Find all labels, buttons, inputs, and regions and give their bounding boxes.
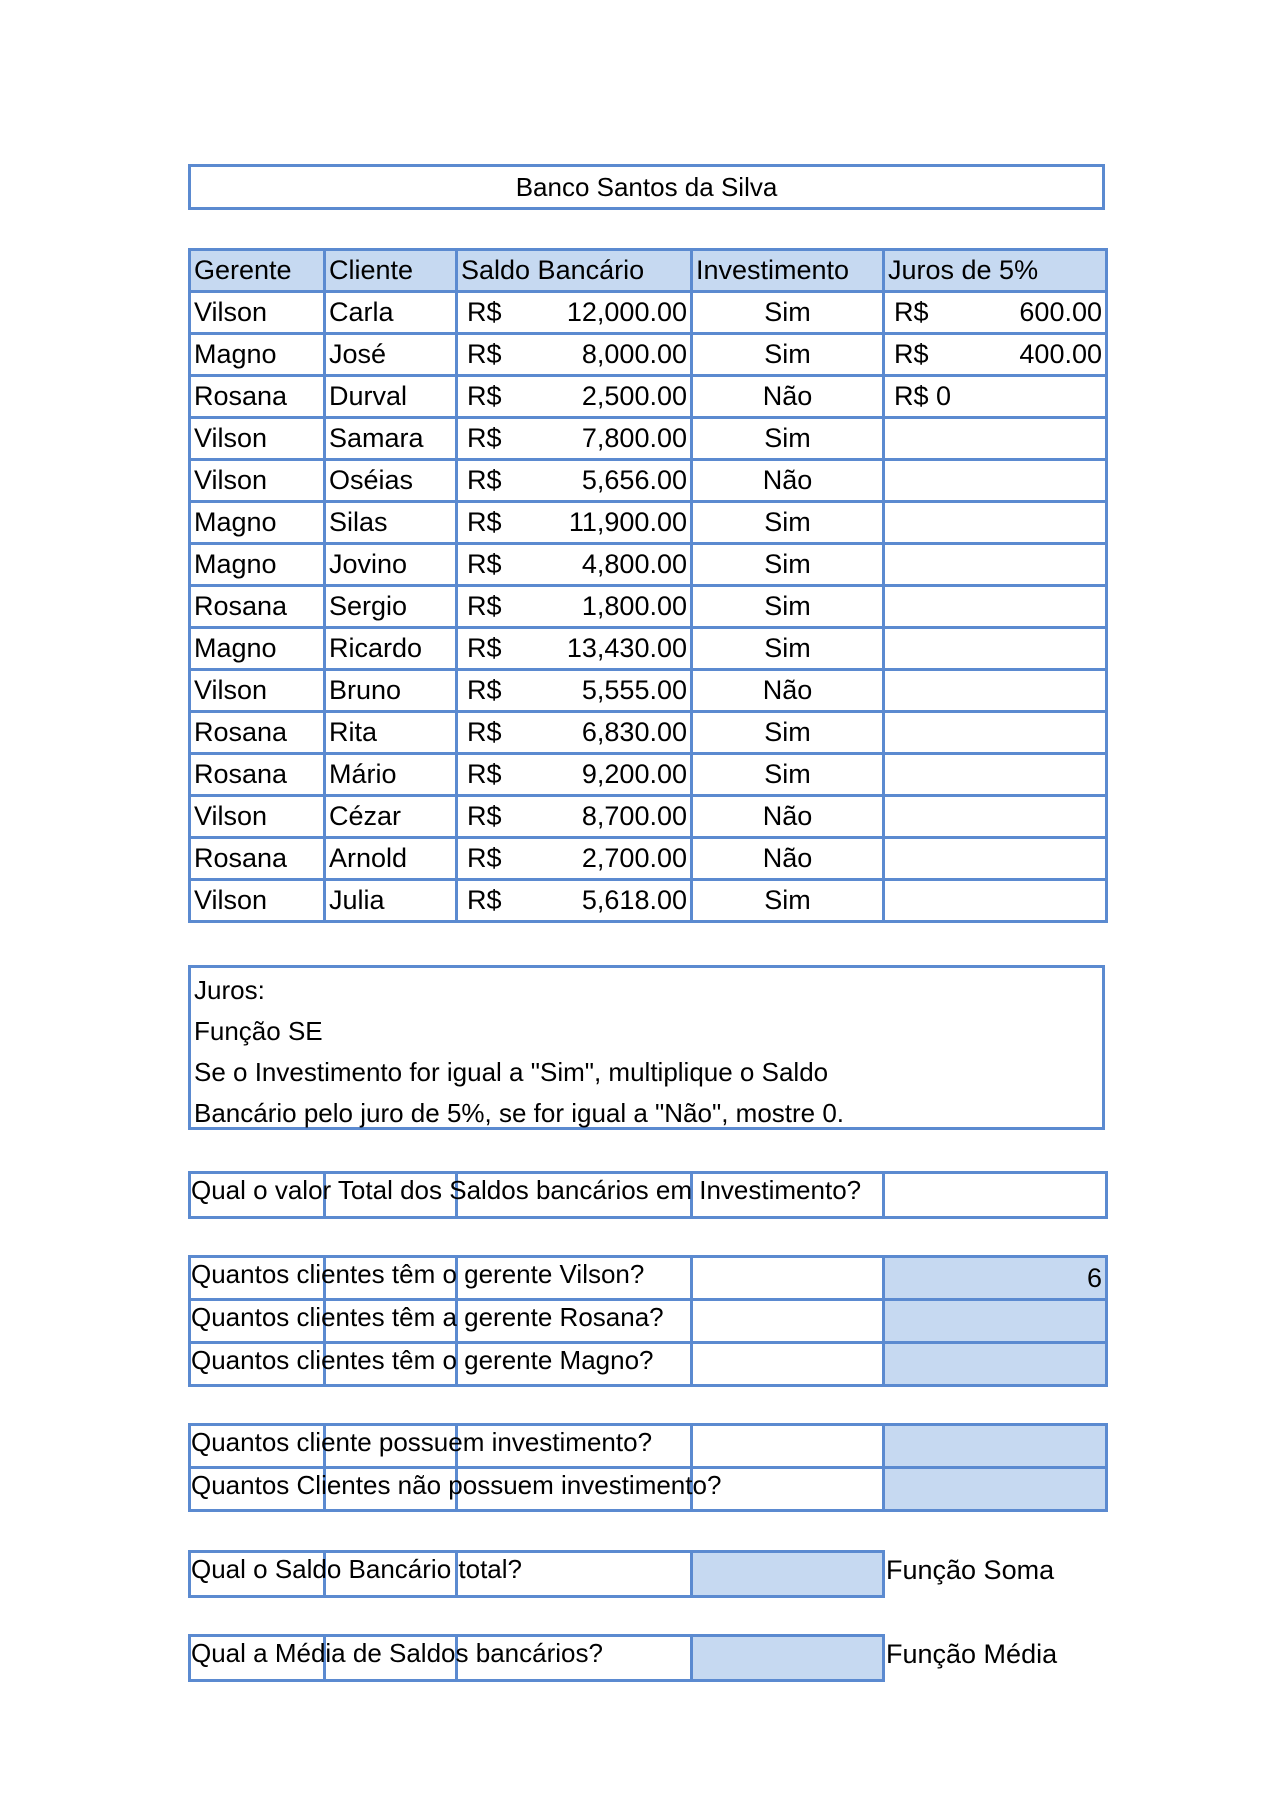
cell-investimento[interactable]: Não <box>692 670 884 712</box>
saldo-value: 5,656.00 <box>581 465 687 495</box>
cell-cliente[interactable]: Bruno <box>325 670 457 712</box>
cell-cliente[interactable]: Samara <box>325 418 457 460</box>
cell-juros[interactable] <box>884 334 1107 376</box>
header-investimento: Investimento <box>692 250 884 292</box>
juros-label: R$ <box>894 297 929 327</box>
gerente-questions <box>188 1255 1105 1384</box>
saldo-value: 6,830.00 <box>581 717 687 747</box>
saldo-value: 13,430.00 <box>566 633 687 663</box>
table-row <box>190 670 1107 712</box>
saldo-value: 2,700.00 <box>581 843 687 873</box>
saldo-currency: R$ <box>467 843 502 873</box>
saldo-currency: R$ <box>467 717 502 747</box>
cell-cliente[interactable]: Durval <box>325 376 457 418</box>
cell-saldo[interactable] <box>457 460 692 502</box>
cell-investimento[interactable]: Sim <box>692 334 884 376</box>
answer-saldo-total[interactable] <box>692 1552 884 1597</box>
saldo-value: 5,555.00 <box>581 675 687 705</box>
cell-investimento[interactable]: Sim <box>692 628 884 670</box>
cell-gerente[interactable]: Magno <box>190 544 325 586</box>
saldo-currency: R$ <box>467 549 502 579</box>
saldo-currency: R$ <box>467 297 502 327</box>
saldo-value: 8,700.00 <box>581 801 687 831</box>
question-total-invest-text: Qual o valor Total dos Saldos bancários em Investimento? <box>191 1175 862 1205</box>
cell-investimento[interactable]: Não <box>692 838 884 880</box>
cell-juros[interactable] <box>884 880 1107 922</box>
cell-saldo[interactable] <box>457 502 692 544</box>
cell-juros[interactable] <box>884 628 1107 670</box>
juros-note <box>188 965 1105 1130</box>
answer-magno[interactable] <box>884 1343 1107 1386</box>
saldo-value: 12,000.00 <box>566 297 687 327</box>
cell-gerente[interactable]: Rosana <box>190 838 325 880</box>
invest-questions <box>188 1423 1105 1509</box>
cell-saldo[interactable] <box>457 628 692 670</box>
answer-vilson[interactable]: 6 <box>884 1257 1107 1300</box>
juros-label: R$ <box>894 339 929 369</box>
table-row <box>190 292 1107 334</box>
cell-gerente[interactable]: Rosana <box>190 586 325 628</box>
cell-cliente[interactable]: Sergio <box>325 586 457 628</box>
cell-cliente[interactable]: Julia <box>325 880 457 922</box>
table-row <box>190 502 1107 544</box>
saldo-value: 9,200.00 <box>581 759 687 789</box>
cell-saldo[interactable] <box>457 544 692 586</box>
saldo-currency: R$ <box>467 801 502 831</box>
cell-gerente[interactable]: Magno <box>190 502 325 544</box>
cell-juros[interactable] <box>884 376 1107 418</box>
question-com-invest: Quantos cliente possuem investimento? <box>191 1427 653 1457</box>
cell-gerente[interactable]: Vilson <box>190 670 325 712</box>
cell-juros[interactable] <box>884 418 1107 460</box>
cell-juros[interactable] <box>884 586 1107 628</box>
saldo-value: 1,800.00 <box>581 591 687 621</box>
juros-value: 400.00 <box>1019 339 1102 369</box>
cell-juros[interactable] <box>884 754 1107 796</box>
saldo-value: 2,500.00 <box>581 381 687 411</box>
saldo-currency: R$ <box>467 675 502 705</box>
cell-gerente[interactable]: Rosana <box>190 754 325 796</box>
cell-juros[interactable] <box>884 838 1107 880</box>
cell-juros[interactable] <box>884 292 1107 334</box>
question-media-row <box>188 1634 882 1679</box>
cell-saldo[interactable] <box>457 292 692 334</box>
saldo-currency: R$ <box>467 633 502 663</box>
cell-saldo[interactable] <box>457 712 692 754</box>
saldo-currency: R$ <box>467 591 502 621</box>
cell-investimento[interactable]: Sim <box>692 880 884 922</box>
saldo-currency: R$ <box>467 381 502 411</box>
cell-saldo[interactable] <box>457 586 692 628</box>
cell-saldo[interactable] <box>457 334 692 376</box>
table-row <box>190 796 1107 838</box>
note-line-3: Se o Investimento for igual a "Sim", multiplique o Saldo <box>194 1057 829 1087</box>
table-row <box>190 628 1107 670</box>
cell-juros[interactable] <box>884 796 1107 838</box>
table-row <box>190 418 1107 460</box>
cell-gerente[interactable]: Rosana <box>190 712 325 754</box>
cell-investimento[interactable]: Não <box>692 376 884 418</box>
table-row <box>190 460 1107 502</box>
answer-sem-invest[interactable] <box>884 1468 1107 1511</box>
cell-gerente[interactable]: Magno <box>190 334 325 376</box>
answer-media[interactable] <box>692 1636 884 1681</box>
question-rosana: Quantos clientes têm a gerente Rosana? <box>191 1302 664 1332</box>
question-media: Qual a Média de Saldos bancários? <box>191 1638 603 1668</box>
cell-saldo[interactable] <box>457 418 692 460</box>
cell-investimento[interactable]: Não <box>692 460 884 502</box>
cell-cliente[interactable]: José <box>325 334 457 376</box>
header-cliente: Cliente <box>325 250 457 292</box>
cell-cliente[interactable]: Arnold <box>325 838 457 880</box>
saldo-currency: R$ <box>467 885 502 915</box>
table-header-row <box>190 250 1107 292</box>
cell-juros[interactable] <box>884 502 1107 544</box>
header-juros: Juros de 5% <box>884 250 1107 292</box>
cell-cliente[interactable]: Carla <box>325 292 457 334</box>
question-total-invest <box>188 1171 1105 1216</box>
cell-gerente[interactable]: Vilson <box>190 796 325 838</box>
juros-label: R$ 0 <box>894 381 952 411</box>
table-row <box>190 754 1107 796</box>
note-line-1: Juros: <box>194 975 265 1005</box>
cell-investimento[interactable]: Sim <box>692 502 884 544</box>
saldo-currency: R$ <box>467 759 502 789</box>
cell-investimento[interactable]: Sim <box>692 544 884 586</box>
table-row <box>190 880 1107 922</box>
header-gerente: Gerente <box>190 250 325 292</box>
cell-juros[interactable] <box>884 712 1107 754</box>
cell-gerente[interactable]: Vilson <box>190 418 325 460</box>
question-vilson: Quantos clientes têm o gerente Vilson? <box>191 1259 645 1289</box>
cell-cliente[interactable]: Ricardo <box>325 628 457 670</box>
cell-cliente[interactable]: Cézar <box>325 796 457 838</box>
cell-gerente[interactable]: Rosana <box>190 376 325 418</box>
cell-gerente[interactable]: Vilson <box>190 460 325 502</box>
sheet-title: Banco Santos da Silva <box>188 164 1105 210</box>
saldo-currency: R$ <box>467 507 502 537</box>
juros-value: 600.00 <box>1019 297 1102 327</box>
hint-funcao-media: Função Média <box>886 1639 1058 1669</box>
cell-cliente[interactable]: Silas <box>325 502 457 544</box>
cell-investimento[interactable]: Sim <box>692 418 884 460</box>
table-row <box>190 544 1107 586</box>
cell-cliente[interactable]: Oséias <box>325 460 457 502</box>
cell-investimento[interactable]: Sim <box>692 292 884 334</box>
cell-saldo[interactable] <box>457 838 692 880</box>
cell-gerente[interactable]: Vilson <box>190 880 325 922</box>
saldo-value: 7,800.00 <box>581 423 687 453</box>
question-saldo-total: Qual o Saldo Bancário total? <box>191 1554 522 1584</box>
answer-com-invest[interactable] <box>884 1425 1107 1468</box>
note-line-4: Bancário pelo juro de 5%, se for igual a "Não", mostre 0. <box>194 1098 845 1128</box>
note-line-2: Função SE <box>194 1016 323 1046</box>
cell-investimento[interactable]: Sim <box>692 712 884 754</box>
cell-investimento[interactable]: Sim <box>692 586 884 628</box>
answer-rosana[interactable] <box>884 1300 1107 1343</box>
saldo-currency: R$ <box>467 339 502 369</box>
saldo-currency: R$ <box>467 423 502 453</box>
table-row <box>190 838 1107 880</box>
cell-investimento[interactable]: Sim <box>692 754 884 796</box>
cell-saldo[interactable] <box>457 376 692 418</box>
cell-juros[interactable] <box>884 670 1107 712</box>
table-row <box>190 712 1107 754</box>
question-sem-invest: Quantos Clientes não possuem investimento? <box>191 1470 722 1500</box>
table-row <box>190 586 1107 628</box>
cell-investimento[interactable]: Não <box>692 796 884 838</box>
table-row <box>190 334 1107 376</box>
hint-funcao-soma: Função Soma <box>886 1555 1055 1585</box>
table-row <box>190 376 1107 418</box>
cell-juros[interactable] <box>884 544 1107 586</box>
cell-saldo[interactable] <box>457 670 692 712</box>
clients-table <box>188 248 1108 923</box>
cell-saldo[interactable] <box>457 754 692 796</box>
cell-gerente[interactable]: Magno <box>190 628 325 670</box>
question-magno: Quantos clientes têm o gerente Magno? <box>191 1345 654 1375</box>
saldo-value: 5,618.00 <box>581 885 687 915</box>
saldo-value: 8,000.00 <box>581 339 687 369</box>
saldo-value: 11,900.00 <box>568 507 687 537</box>
cell-cliente[interactable]: Mário <box>325 754 457 796</box>
cell-saldo[interactable] <box>457 880 692 922</box>
saldo-value: 4,800.00 <box>581 549 687 579</box>
saldo-currency: R$ <box>467 465 502 495</box>
question-saldo-total-row <box>188 1550 882 1595</box>
header-saldo: Saldo Bancário <box>457 250 692 292</box>
cell-saldo[interactable] <box>457 796 692 838</box>
cell-cliente[interactable]: Jovino <box>325 544 457 586</box>
cell-gerente[interactable]: Vilson <box>190 292 325 334</box>
cell-cliente[interactable]: Rita <box>325 712 457 754</box>
cell-juros[interactable] <box>884 460 1107 502</box>
